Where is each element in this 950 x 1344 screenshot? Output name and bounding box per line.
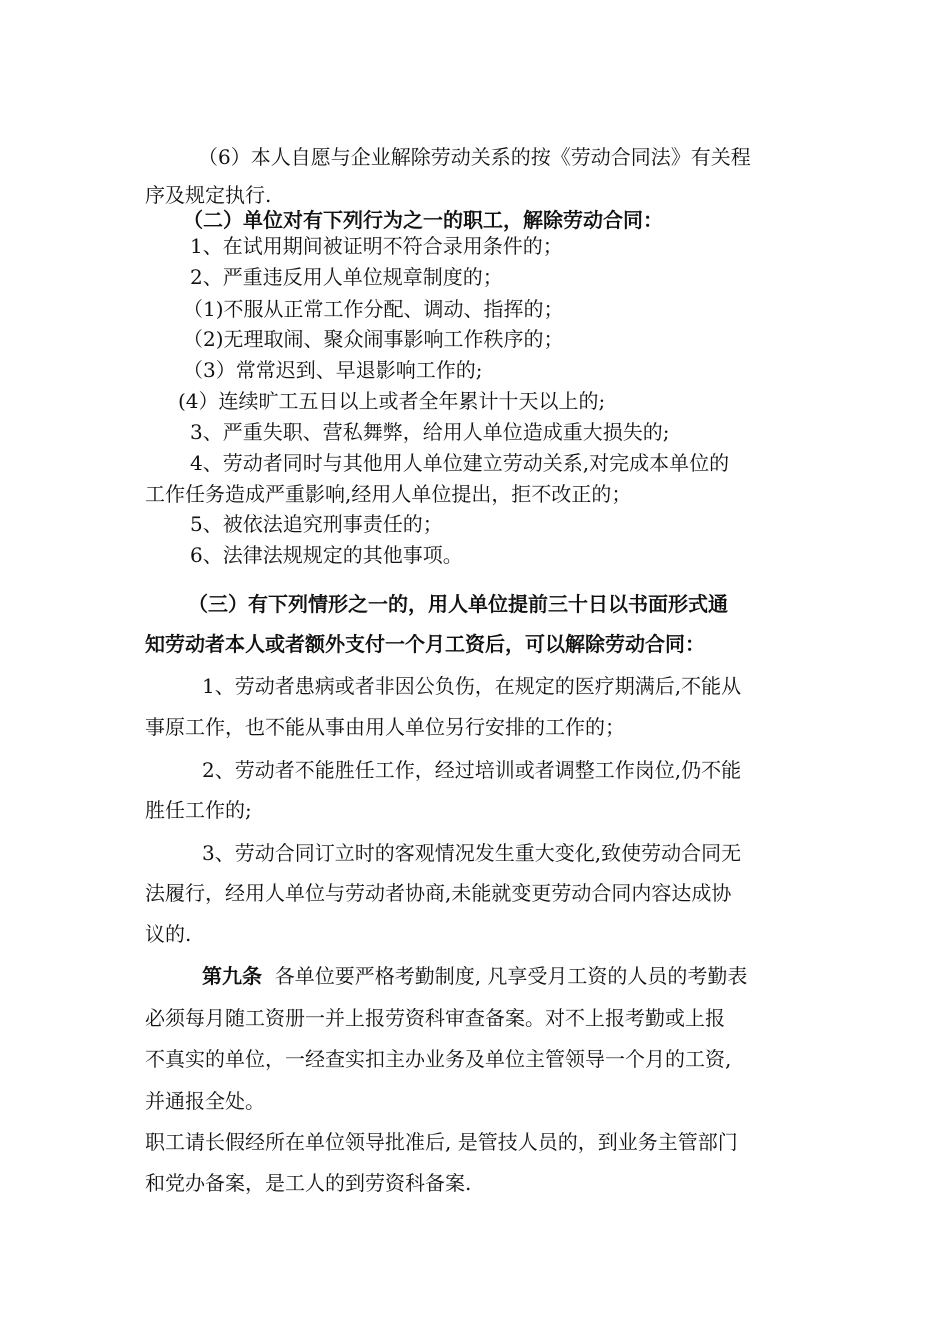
text-line: 不真实的单位，一经查实扣主办业务及单位主管领导一个月的工资, (145, 1047, 732, 1071)
text-line: 法履行，经用人单位与劳动者协商,未能就变更劳动合同内容达成协 (145, 881, 732, 905)
list-item: 2、劳动者不能胜任工作，经过培训或者调整工作岗位,仍不能 (202, 758, 742, 782)
list-item: 6、法律法规规定的其他事项。 (190, 543, 463, 567)
list-item: 2、严重违反用人单位规章制度的； (190, 265, 503, 289)
list-item: （1)不服从正常工作分配、调动、指挥的； (183, 297, 564, 321)
text-line: （6）本人自愿与企业解除劳动关系的按《劳动合同法》有关程 (198, 145, 751, 169)
list-item: 3、劳动合同订立时的客观情况发生重大变化,致使劳动合同无 (202, 841, 742, 865)
text-line: 和党办备案，是工人的到劳资科备案. (145, 1171, 472, 1195)
list-item: 5、被依法追究刑事责任的； (190, 512, 443, 536)
list-item: 4、劳动者同时与其他用人单位建立劳动关系,对完成本单位的 (190, 451, 730, 475)
section-heading: （二）单位对有下列行为之一的职工，解除劳动合同： (183, 208, 663, 232)
article-label: 第九条 (202, 964, 262, 988)
article-nine-line (202, 963, 872, 989)
text-line: 事原工作，也不能从事由用人单位另行安排的工作的； (145, 715, 625, 739)
list-item: （2)无理取闹、聚众闹事影响工作秩序的； (183, 327, 564, 351)
section-heading: 知劳动者本人或者额外支付一个月工资后，可以解除劳动合同： (145, 632, 705, 656)
article-text: 各单位要严格考勤制度, 凡享受月工资的人员的考勤表 (274, 964, 748, 988)
text-line: 必须每月随工资册一并上报劳资科审查备案。对不上报考勤或上报 (145, 1006, 725, 1030)
list-item: 1、在试用期间被证明不符合录用条件的； (190, 234, 563, 258)
list-item: （3）常常迟到、早退影响工作的; (183, 358, 483, 382)
section-heading: （三）有下列情形之一的，用人单位提前三十日以书面形式通 (188, 592, 728, 616)
list-item: 3、严重失职、营私舞弊，给用人单位造成重大损失的; (190, 420, 670, 444)
text-line: 序及规定执行. (145, 183, 272, 207)
list-item: 1、劳动者患病或者非因公负伤，在规定的医疗期满后,不能从 (202, 674, 742, 698)
text-line: 并通报全处。 (145, 1089, 265, 1113)
text-line: 职工请长假经所在单位领导批准后, 是管技人员的，到业务主管部门 (145, 1130, 738, 1154)
text-line: 胜任工作的; (145, 798, 252, 822)
text-line: 议的. (145, 922, 192, 946)
list-item: (4）连续旷工五日以上或者全年累计十天以上的; (178, 389, 606, 413)
text-line: 工作任务造成严重影响,经用人单位提出，拒不改正的； (145, 482, 632, 506)
